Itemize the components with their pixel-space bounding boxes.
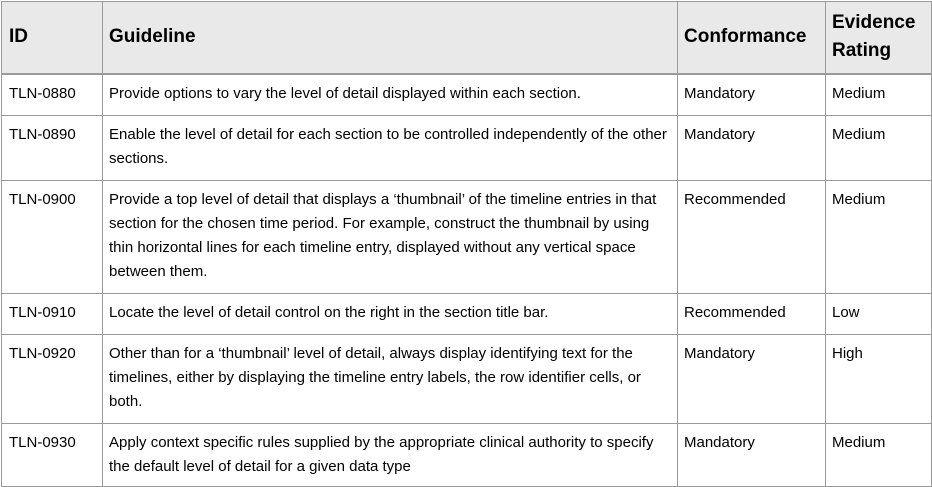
cell-id: TLN-0930 [2,423,103,486]
evidence-header-line2: Rating [832,40,892,62]
evidence-header-line1: Evidence [832,12,916,34]
cell-evidence-rating: Low [826,293,932,334]
table-row [2,74,932,116]
cell-guideline: Enable the level of detail for each section to be controlled independently of the other sections. [103,115,678,180]
column-header-id: ID [2,2,103,74]
cell-id: TLN-0890 [2,115,103,180]
column-header-guideline: Guideline [103,2,678,74]
cell-evidence-rating: Medium [826,423,932,486]
cell-id: TLN-0920 [2,334,103,423]
cell-evidence-rating: Medium [826,180,932,293]
cell-guideline: Provide options to vary the level of detail displayed within each section. [103,74,678,116]
cell-id: TLN-0880 [2,74,103,116]
cell-conformance: Recommended [678,293,826,334]
column-header-evidence-rating [826,2,932,74]
cell-evidence-rating: Medium [826,74,932,116]
table-row [2,115,932,180]
header-row [2,2,932,74]
cell-conformance: Mandatory [678,334,826,423]
table-row [2,180,932,293]
cell-id: TLN-0910 [2,293,103,334]
table-row [2,334,932,423]
cell-conformance: Mandatory [678,74,826,116]
cell-conformance: Mandatory [678,115,826,180]
cell-guideline: Locate the level of detail control on the right in the section title bar. [103,293,678,334]
cell-conformance: Recommended [678,180,826,293]
cell-id: TLN-0900 [2,180,103,293]
guidelines-table [1,1,932,487]
cell-guideline: Provide a top level of detail that displays a ‘thumbnail’ of the timeline entries in that section for the chosen time period. For example, construct the thumbnail by using thin horizontal lines for each timeline entry, displayed without any vertical space between them. [103,180,678,293]
table-row [2,423,932,486]
cell-evidence-rating: High [826,334,932,423]
table-header [2,2,932,74]
table-body [2,74,932,487]
cell-guideline: Apply context specific rules supplied by the appropriate clinical authority to specify the default level of detail for a given data type [103,423,678,486]
cell-evidence-rating: Medium [826,115,932,180]
cell-guideline: Other than for a ‘thumbnail’ level of detail, always display identifying text for the timelines, either by displaying the timeline entry labels, the row identifier cells, or both. [103,334,678,423]
table-row [2,293,932,334]
cell-conformance: Mandatory [678,423,826,486]
column-header-conformance: Conformance [678,2,826,74]
